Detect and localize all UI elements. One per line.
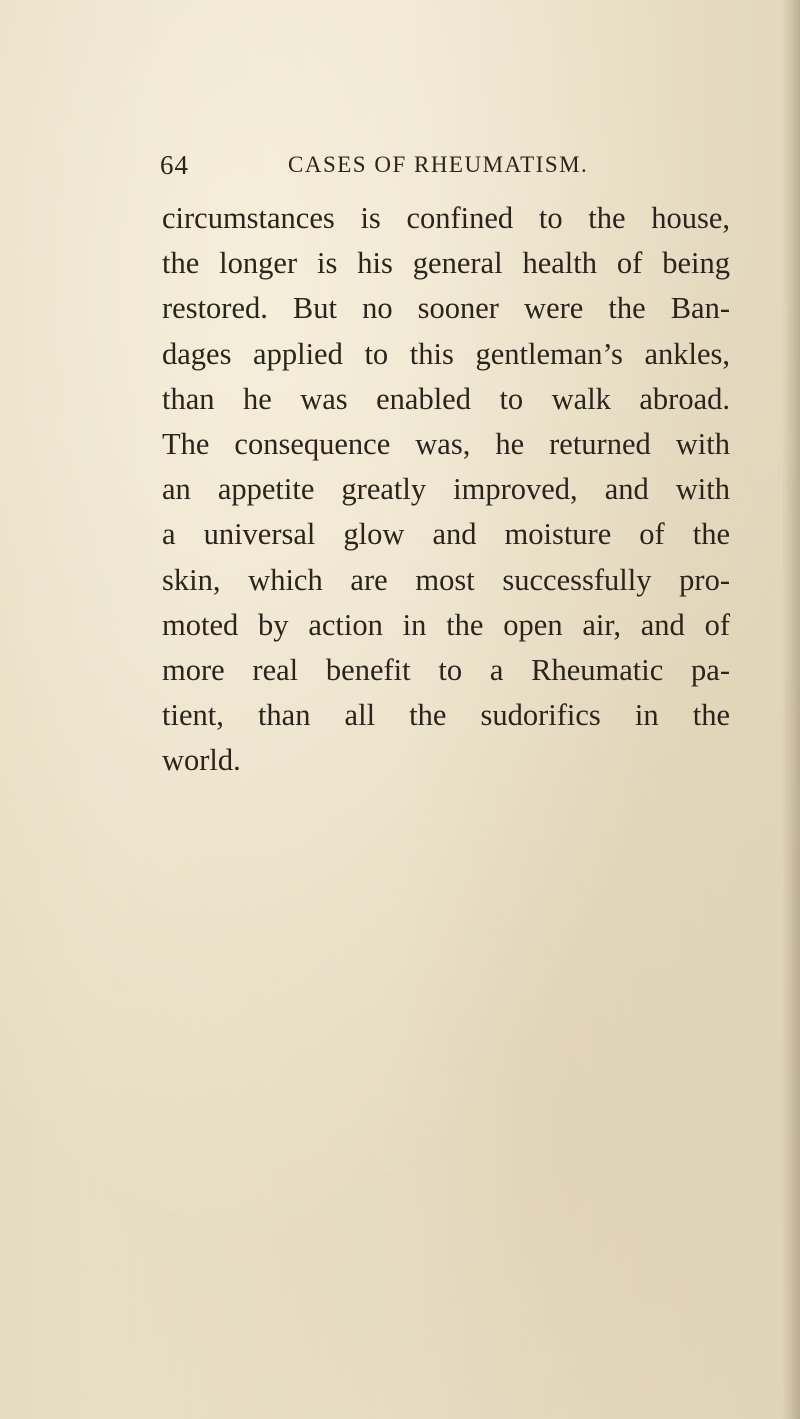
text-line: circumstances is confined to the house, xyxy=(162,201,730,235)
text-line: than he was enabled to walk abroad. xyxy=(162,381,730,416)
text-line: dages applied to this gentleman’s ankles, xyxy=(162,336,730,371)
text-line: The consequence was, he returned with xyxy=(162,426,730,461)
text-line: an appetite greatly improved, and with xyxy=(162,472,730,507)
body-text xyxy=(162,196,730,783)
text-line: moted by action in the open air, and of xyxy=(162,607,730,642)
text-line: more real benefit to a Rheumatic pa- xyxy=(162,652,730,687)
running-head: CASES OF RHEUMATISM. xyxy=(288,152,589,177)
text-line: tient, than all the sudorifics in the xyxy=(162,698,730,733)
page-number: 64 xyxy=(160,150,189,180)
text-line: the longer is his general health of being xyxy=(162,246,730,281)
text-line: a universal glow and moisture of the xyxy=(162,517,730,552)
page-edge-shadow xyxy=(782,0,800,1419)
page-header xyxy=(160,150,640,190)
text-line: restored. But no sooner were the Ban- xyxy=(162,291,730,326)
text-line-last: world. xyxy=(162,743,241,778)
text-line: skin, which are most successfully pro- xyxy=(162,562,730,597)
